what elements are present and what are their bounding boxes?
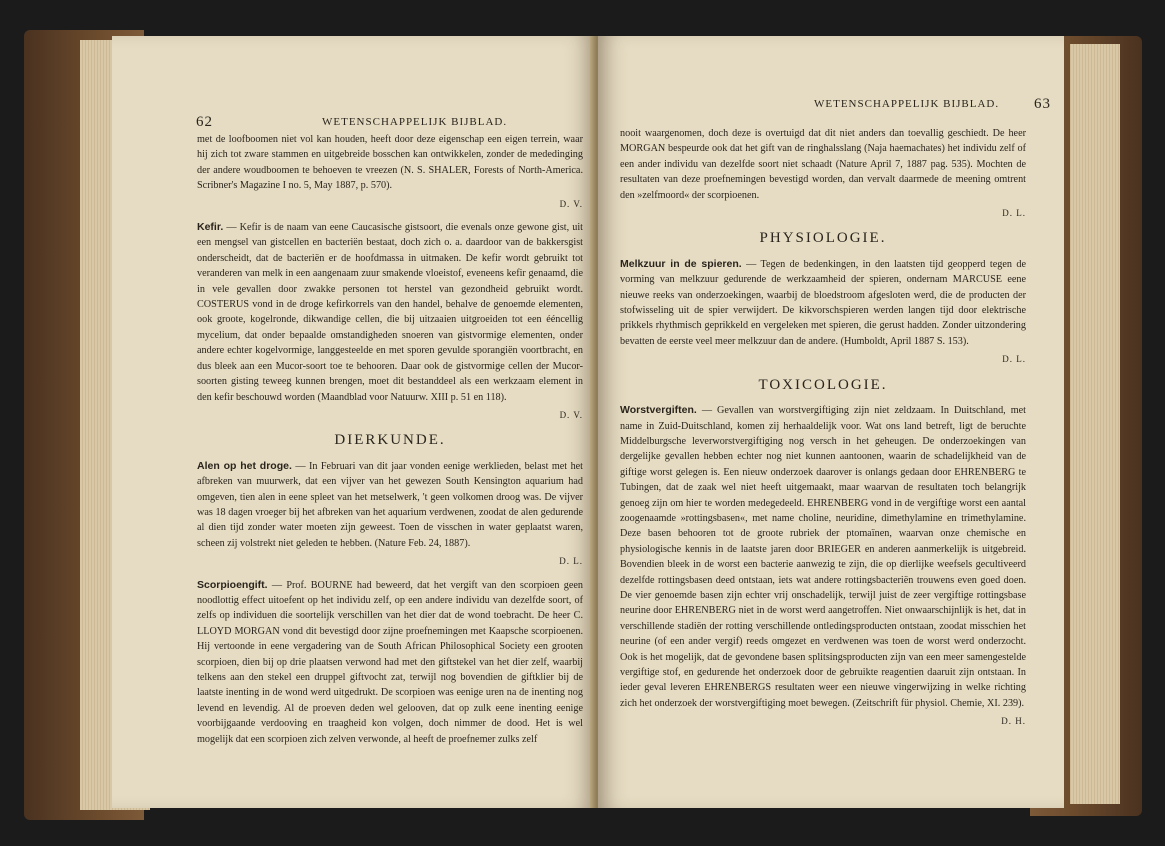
section-heading: DIERKUNDE. (334, 432, 446, 449)
article-melkzuur (620, 257, 1026, 349)
running-head: WETENSCHAPPELIJK BIJBLAD. (814, 98, 1000, 110)
section-heading: TOXICOLOGIE. (758, 376, 888, 393)
article-text: — Gevallen van worstvergiftiging zijn niet zeldzaam. In Duitschland, met name in Zuid-Duitschland, komen zij herhaaldelijk voor. Wat ons land betreft, ligt de beruchte Middelburgsche leverworstvergiftiging nog versch in het geheugen. De onderzoekingen van dergelijke gevallen hebben echter nog niet kunnen aantoonen, waarin de schadelijkheid van de giftige worst gelegen is. Een nieuw onderzoek daarover is onlangs gedaan door EHRENBERG te Tubingen, dat de zaak wel niet heeft uitgemaakt, maar waarvan de resultaten toch belangrijk genoeg zijn om hier te worden medegedeeld. EHRENBERG vond in de vergiftige worst een aantal zoogenaamde »rottingsbasen«, met name choline, neuridine, dimethylamine en trimethylamine. Deze basen behooren tot de groote rubriek der ptomaïnen, waarvan onze chemische en physiologische kennis in de laatste jaren door BRIEGER en anderen aanmerkelijk is uitgebreid. Bovendien bleek in de worst een bacterie aanwezig te zijn, die op dierlijke weefsels gecultiveerd dezelfde rottingsbasen deed ontstaan, iets wat andere rottingsbacteriën trouwens even goed doen. De vier genoemde basen zijn echter vrij onschadelijk, terwijl juist de zeer vergiftige rottingsbase neurine door EHRENBERG niet in de worst werd aangetroffen. Niet onwaarschijnlijk is het, dat in verschillende stadiën der rotting verschillende ontledingsproducten ontstaan, zoodat misschien het neurine (of een ander vergif) reeds omgezet en verdwenen was toen de worst werd onderzocht. Ook is het mogelijk, dat de gevondene basen splitsingsproducten zijn van een meer samengestelde vergiftige stof, en gedurende het onderzoek door de gebruikte reagentien daaruit zijn ontstaan. In ieder geval leveren EHRENBERGS resultaten weer een nieuwe vingerwijzing in welke richting zich het onderzoek der worstvergiftiging moet bewegen. (Zeitschrift für physiol. Chemie, XI. 239). (620, 405, 1026, 709)
article-text: — Tegen de bedenkingen, in den laatsten tijd geopperd tegen de vorming van melkzuur gedurende de werkzaamheid der spieren, ondernam MARCUSE eene nieuwe reeks van onderzoekingen, waarbij de bloedstroom afgesloten werd, die de producten der stofwisseling uit de spier verwijdert. De kikvorschspieren werden langen tijd door elektrische prikkels rhythmisch geprikkeld en vergeleken met spieren, die gerust hadden. Zonder uitzondering bevatten de eerste veel meer melkzuur dan de andere. (Humboldt, April 1887 S. 153). (620, 258, 1026, 347)
running-head: WETENSCHAPPELIJK BIJBLAD. (322, 116, 508, 128)
page-number: 62 (196, 114, 213, 130)
left-page (112, 36, 594, 808)
section-heading: PHYSIOLOGIE. (759, 230, 887, 247)
right-column (620, 126, 1026, 738)
signature: D. V. (559, 198, 583, 209)
signature: D. L. (1002, 354, 1026, 365)
signature: D. L. (1002, 208, 1026, 219)
article-title: Melkzuur in de spieren. (620, 257, 742, 270)
article-title: Worstvergiften. (620, 404, 697, 417)
article-worstvergiften (620, 403, 1026, 711)
article-text: — Kefir is de naam van eene Caucasische gistsoort, die evenals onze gewone gist, uit een mengsel van gistcellen en bacteriën bestaat, doch zich o. a. daardoor van de bakkersgist onderscheidt, dat de bacteriën er de hoofdmassa in uitmaken. De kefir wordt gebruikt tot veranderen van melk in een aangenaam zuur smakende vloeistof, eveneens kefir genaamd, die in vele gevallen door zwakke personen tot herstel van gezondheid gebruikt wordt. COSTERUS vond in de droge kefirkorrels van den handel, behalve de genoemde elementen, ook groote, kogelronde, dikwandige cellen, die bij uitzaaien uitgroeiden tot een ééncellig mycelium, dat onder bepaalde omstandigheden snoeren van gistvormige elementen, onder andere echter kogelvormige, langgesteelde en met sporen gevulde sporangiën voortbracht, en dus bleek aan een Mucor-soort toe te behooren. Daar ook de gistvormige cellen der Mucor-soorten gisting teweeg kunnen brengen, moet dit bestanddeel als een werkzaam element in den kefir beschouwd worden (Maandblad voor Natuurw. XIII p. 51 en 118). (197, 222, 583, 403)
article-title: Kefir. (197, 221, 224, 234)
article-title: Alen op het droge. (197, 459, 292, 472)
article-text: — Prof. BOURNE had beweerd, dat het vergift van den scorpioen geen noodlottig effect uitoefent op het individu zelf, op een andere individu van dezelfde soort, of zelfs op individuen die soortelijk verschillen van het dier dat de wond toebracht. De heer C. LLOYD MORGAN vond dit bevestigd door zijne proefnemingen met Kaapsche scorpioenen. Hij vertoonde in eene vergadering van de South African Philosophical Society een grooten scorpioen, dien bij op drie plaatsen verwond had met den giftstekel van het dier zelf, waarbij telkens aan den stekel een druppel giftvocht zat, terwijl nog bovendien de giftklier bij de laatste inenting in de wond werd uitgedrukt. De scorpioen was eenige uren na de inenting nog levend en levendig. Al de proeven deden wel gelooven, dat op zulk eene inenting eenige voorbijgaande verdooving en traagheid kon volgen, doch nimmer de dood. Het is wel mogelijk dat een scorpioen zich zelven verwonde, al heeft de proefnemer zulks zelf (197, 579, 583, 745)
page-edges-right (1070, 44, 1120, 804)
signature: D. L. (559, 556, 583, 567)
left-column (197, 132, 583, 754)
paragraph-forests: met de loofboomen niet vol kan houden, heeft door deze eigenschap een eigen terrein, waar hij zich tot zware stammen en uitgebreide bosschen kan ontwikkelen, zonder de mededinging der andere woudboomen te behoeven te vreezen (N. S. SHALER, Forests of North-America. Scribner's Magazine I no. 5, May 1887, p. 570). (197, 134, 583, 192)
page-number: 63 (1034, 96, 1051, 112)
signature: D. V. (559, 409, 583, 420)
signature: D. H. (1001, 716, 1026, 727)
article-scorpioengift (197, 578, 583, 747)
article-kefir (197, 220, 583, 405)
article-text: — In Februari van dit jaar vonden eenige werklieden, belast met het afbreken van muurwerk, dat een vijver van het gewezen South Kensington aquarium had omgeven, tien alen in eene spleet van het metselwerk, 't geen volkomen droog was. De vijver was 18 dagen vroeger bij het afbreken van het aquarium verdwenen, zoodat de alen gedurende al dien tijd zonder water moeten zijn geweest. Toen de visschen in water geplaatst waren, scheen zij volstrekt niet geleden te hebben. (Nature Feb. 24, 1887). (197, 460, 584, 549)
right-page (598, 36, 1064, 808)
paragraph-continuation: nooit waargenomen, doch deze is overtuigd dat dit niet anders dan toevallig geschiedt. De heer MORGAN bespeurde ook dat het gift van de ringhalsslang (Naja haemachates) het individu zelf of een ander individu van dezelfde soort niet schaadt (Nature April 7, 1887 pag. 535). Mochten de resultaten van deze proefnemingen bevestigd worden, dan vervalt daarmede de meening omtrent den »zelfmoord« der scorpioenen. (620, 128, 1026, 201)
article-alen (197, 459, 583, 551)
article-title: Scorpioengift. (197, 578, 268, 591)
